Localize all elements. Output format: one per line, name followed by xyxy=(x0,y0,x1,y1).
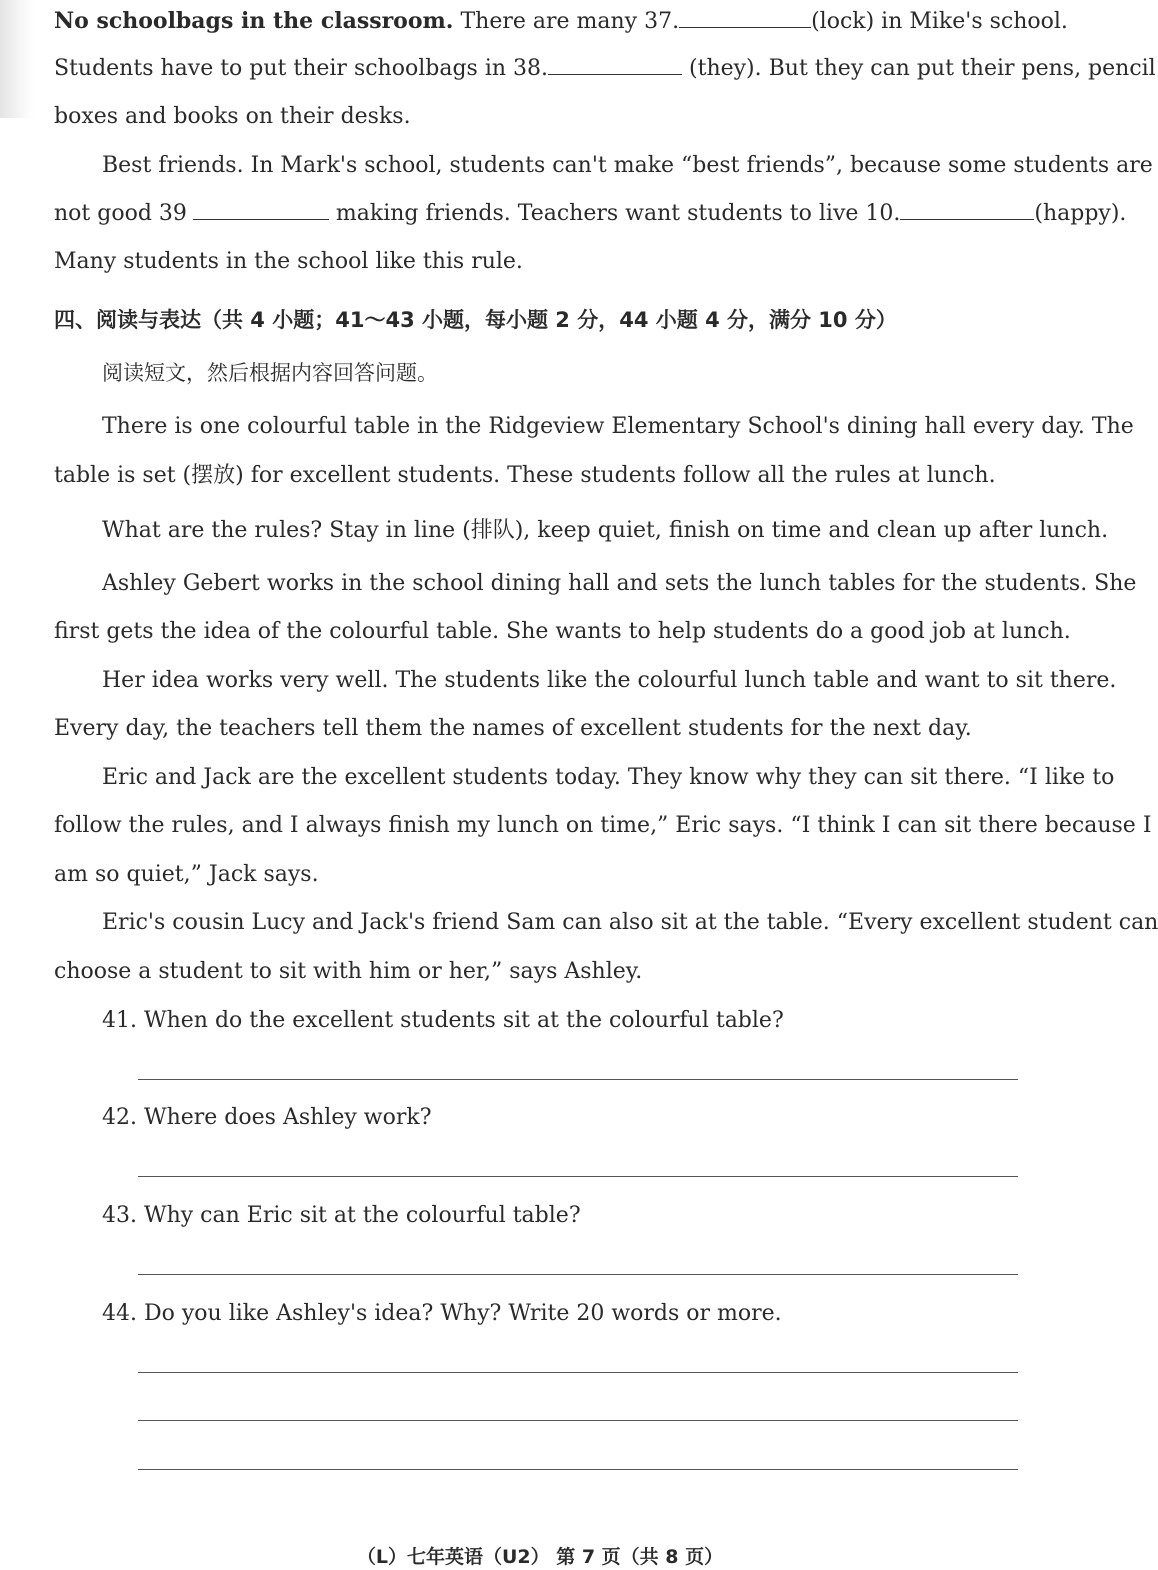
cloze-p2-line1: Best friends. In Mark's school, students can't make “best friends”, because some students are xyxy=(102,153,1153,178)
page-footer: （L）七年英语（U2） 第 7 页（共 8 页） xyxy=(356,1546,724,1568)
question-43: 43. Why can Eric sit at the colourful table? xyxy=(102,1203,581,1228)
section-heading: 四、阅读与表达（共 4 小题；41～43 小题，每小题 2 分，44 小题 4 分，满分 10 分） xyxy=(54,308,897,332)
cloze-p2-line2: not good 39 making friends. Teachers want students to live 10. (happy). xyxy=(54,201,1127,226)
passage-p6-line2: choose a student to sit with him or her,” says Ashley. xyxy=(54,959,643,984)
answer-line-44a[interactable] xyxy=(138,1372,1018,1373)
section-instruction: 阅读短文，然后根据内容回答问题。 xyxy=(102,361,438,385)
question-42: 42. Where does Ashley work? xyxy=(102,1105,432,1130)
answer-line-44b[interactable] xyxy=(138,1420,1018,1421)
blank-40[interactable] xyxy=(900,199,1034,220)
passage-p4-line2: Every day, the teachers tell them the names of excellent students for the next day. xyxy=(54,716,972,741)
blank-38[interactable] xyxy=(548,54,682,75)
answer-line-41[interactable] xyxy=(138,1079,1018,1080)
passage-p3-line1: Ashley Gebert works in the school dining hall and sets the lunch tables for the students. She xyxy=(102,571,1137,596)
passage-p5-line1: Eric and Jack are the excellent students today. They know why they can sit there. “I like to xyxy=(102,765,1115,790)
question-41: 41. When do the excellent students sit at the colourful table? xyxy=(102,1008,784,1033)
blank-39[interactable] xyxy=(193,199,329,220)
passage-p2-line1: What are the rules? Stay in line (排队), keep quiet, finish on time and clean up after lunch. xyxy=(102,518,1109,543)
scan-edge-shadow xyxy=(0,0,34,118)
answer-line-44c[interactable] xyxy=(138,1469,1018,1470)
cloze-p1-line2: Students have to put their schoolbags in 38. (they). But they can put their pens, pencil xyxy=(54,56,1156,81)
cloze-p1-line1: No schoolbags in the classroom. There are many 37. (lock) in Mike's school. xyxy=(54,8,1068,34)
passage-p4-line1: Her idea works very well. The students like the colourful lunch table and want to sit there. xyxy=(102,668,1117,693)
cloze-p1-title: No schoolbags in the classroom. xyxy=(54,8,454,34)
passage-p3-line2: first gets the idea of the colourful table. She wants to help students do a good job at lunch. xyxy=(54,619,1071,644)
cloze-p2-line3: Many students in the school like this rule. xyxy=(54,249,523,274)
blank-37[interactable] xyxy=(679,7,811,28)
passage-p5-line3: am so quiet,” Jack says. xyxy=(54,862,319,887)
cloze-p1-line3: boxes and books on their desks. xyxy=(54,104,411,129)
question-44: 44. Do you like Ashley's idea? Why? Write 20 words or more. xyxy=(102,1301,782,1326)
passage-p1-line2: table is set (摆放) for excellent students. These students follow all the rules at lunch. xyxy=(54,463,996,488)
passage-p1-line1: There is one colourful table in the Ridgeview Elementary School's dining hall every day. The xyxy=(102,414,1134,439)
answer-line-42[interactable] xyxy=(138,1176,1018,1177)
passage-p6-line1: Eric's cousin Lucy and Jack's friend Sam can also sit at the table. “Every excellent student can xyxy=(102,910,1158,935)
answer-line-43[interactable] xyxy=(138,1274,1018,1275)
passage-p5-line2: follow the rules, and I always finish my lunch on time,” Eric says. “I think I can sit there because I xyxy=(54,813,1152,838)
cloze-p2-title: Best friends. xyxy=(102,153,244,178)
